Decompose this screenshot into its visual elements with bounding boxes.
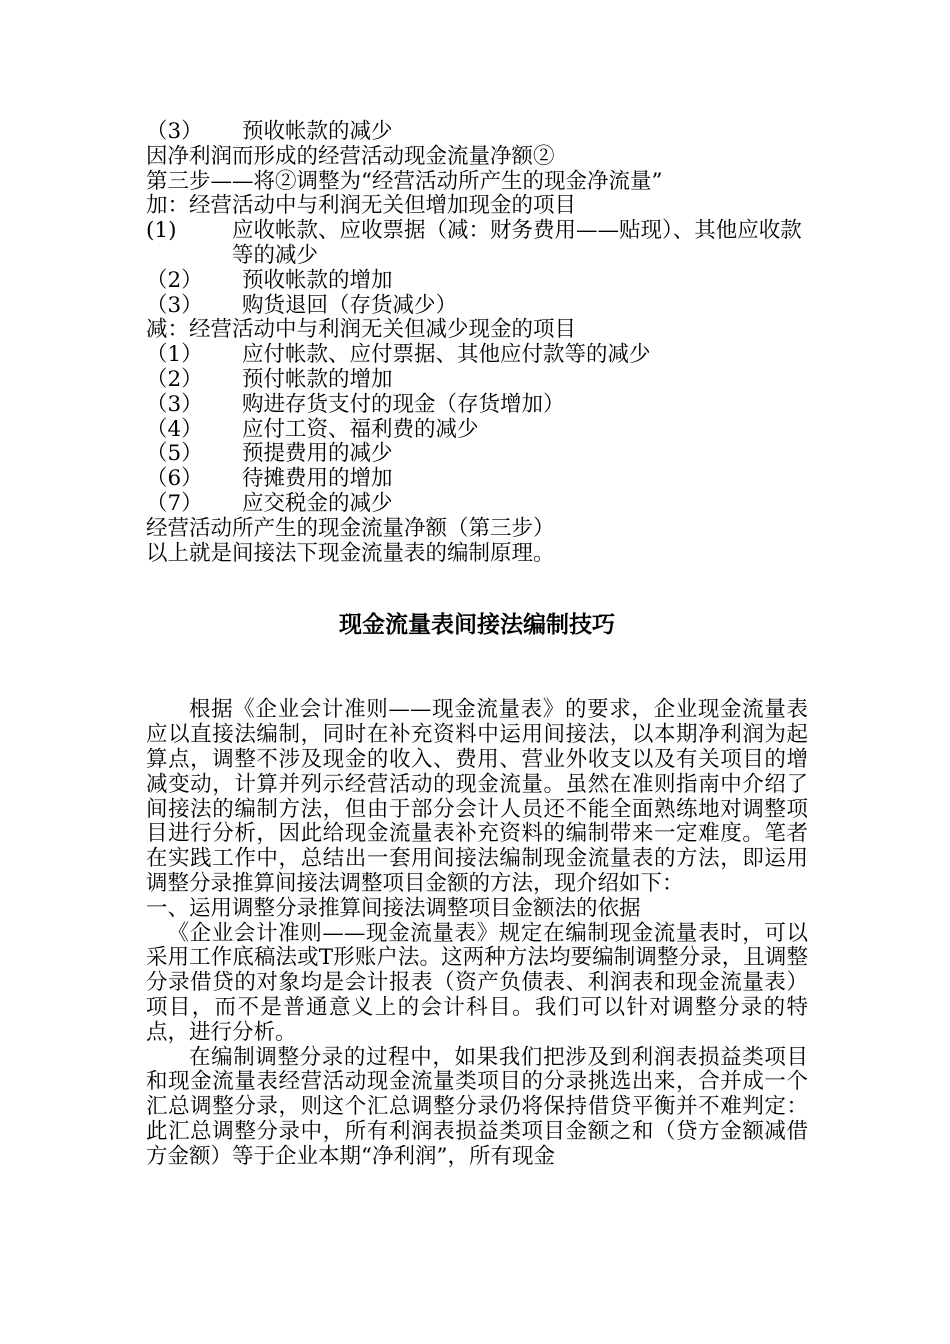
text-line: 加：经营活动中与利润无关但增加现金的项目 [146, 193, 577, 219]
text-line: 减：经营活动中与利润无关但减少现金的项目 [146, 317, 577, 343]
list-item: (1) 应收帐款、应收票据（减：财务费用——贴现）、其他应收款等的减少 [146, 218, 802, 268]
body-paragraph: 《企业会计准则——现金流量表》规定在编制现金流量表时，可以采用工作底稿法或T形账户法。这两种方法均要编制调整分录，且调整分录借贷的对象均是会计报表（资产负债表、利润表和现金流量表）项目，而不是普通意义上的会计科目。我们可以针对调整分录的特点，进行分析。 [146, 920, 808, 1045]
spacer [146, 636, 808, 698]
list-item: （1） 应付帐款、应付票据、其他应付款等的减少 [146, 342, 651, 368]
text-line: 经营活动所产生的现金流量净额（第三步） [146, 515, 555, 541]
body-paragraph: 根据《企业会计准则——现金流量表》的要求，企业现金流量表应以直接法编制，同时在补充资料中运用间接法，以本期净利润为起算点，调整不涉及现金的收入、费用、营业外收支以及有关项目的增减变动，计算并列示经营活动的现金流量。虽然在准则指南中介绍了间接法的编制方法，但由于部分会计人员还不能全面熟练地对调整项目进行分析，因此给现金流量表补充资料的编制带来一定难度。笔者在实践工作中，总结出一套用间接法编制现金流量表的方法，即运用调整分录推算间接法调整项目金额的方法，现介绍如下： [146, 697, 808, 896]
list-item: （7） 应交税金的减少 [146, 490, 393, 516]
list-item: （5） 预提费用的减少 [146, 441, 393, 467]
text-line: 以上就是间接法下现金流量表的编制原理。 [146, 540, 555, 566]
list-item: （3） 购进存货支付的现金（存货增加） [146, 391, 565, 417]
document-page [146, 120, 808, 1169]
text-line: 第三步——将②调整为“经营活动所产生的现金净流量” [146, 168, 663, 194]
list-item: （2） 预付帐款的增加 [146, 366, 393, 392]
section-title: 现金流量表间接法编制技巧 [339, 612, 615, 639]
body-paragraph: 在编制调整分录的过程中，如果我们把涉及到利润表损益类项目和现金流量表经营活动现金流量类项目的分录挑选出来，合并成一个汇总调整分录，则这个汇总调整分录仍将保持借贷平衡并不难判定：此汇总调整分录中，所有利润表损益类项目金额之和（贷方金额减借方金额）等于企业本期“净利润”，所有现金 [146, 1044, 808, 1169]
list-item: （4） 应付工资、福利费的减少 [146, 416, 479, 442]
list-item: （3） 购货退回（存货减少） [146, 292, 458, 318]
section-heading: 一、运用调整分录推算间接法调整项目金额法的依据 [146, 895, 641, 921]
list-item: （6） 待摊费用的增加 [146, 466, 393, 492]
list-item: （2） 预收帐款的增加 [146, 267, 393, 293]
list-item: （3） 预收帐款的减少 [146, 119, 393, 144]
text-line: 因净利润而形成的经营活动现金流量净额② [146, 143, 555, 169]
